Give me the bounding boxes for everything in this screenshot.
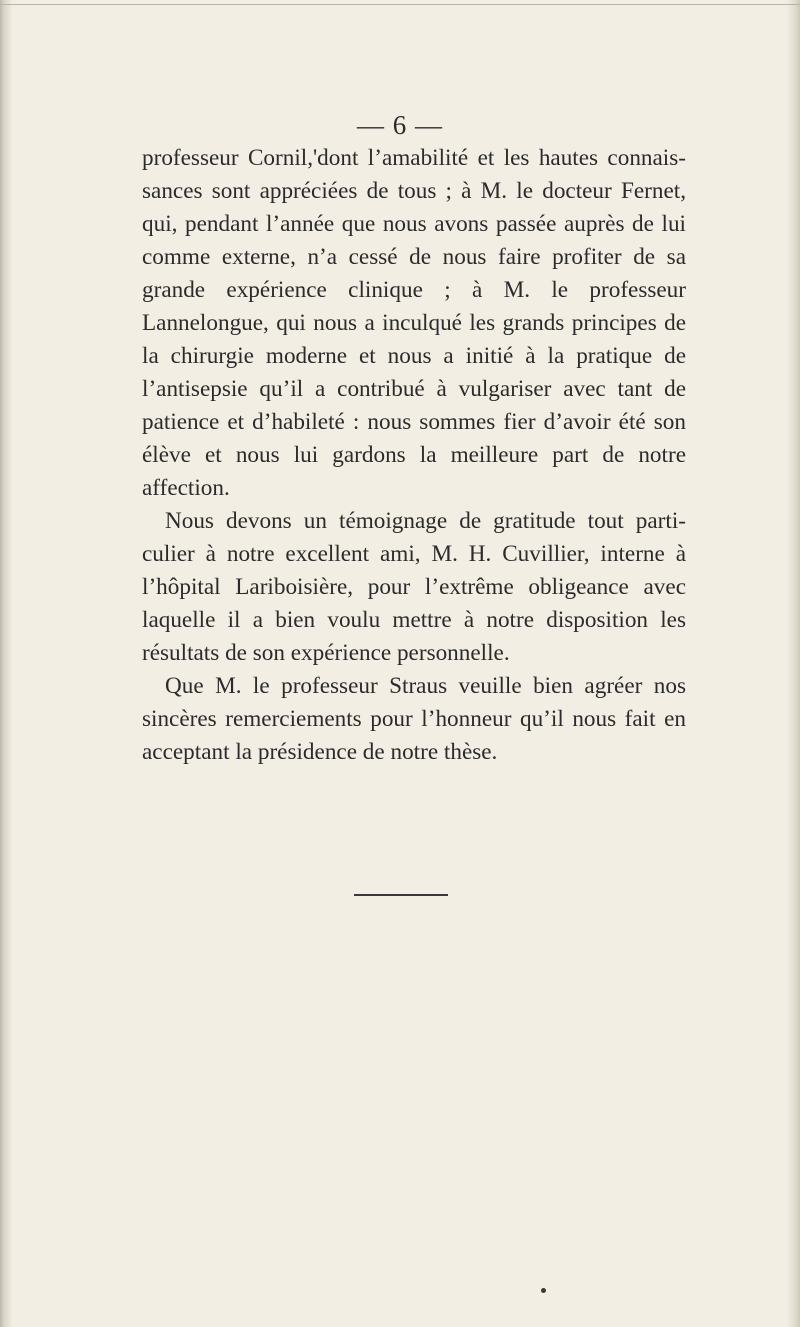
page-top-edge (0, 4, 800, 5)
body-text (142, 142, 686, 769)
page-number: — 6 — (357, 110, 443, 140)
ink-spot (541, 1288, 546, 1293)
page-right-edge (786, 0, 800, 1327)
paragraph-1: professeur Cornil,'dont l’amabilité et les hautes connaissances sont appréciées de tous ; à M. le docteur Fernet, qui, pendant l’année que nous avons passée auprès de lui comme externe, n’a cessé de nous faire profiter de sa grande expérience clinique ; à M. le professeur Lannelongue, qui nous a inculqué les grands principes de la chirurgie moderne et nous a initié à la pratique de l’antisepsie qu’il a contribué à vulgariser avec tant de patience et d’habileté : nous sommes fier d’avoir été son élève et nous lui gardons la meilleure part de notre affection. (142, 145, 686, 501)
paragraph-3: Que M. le professeur Straus veuille bien agréer nos sincères remerciements pour l’honneur qu’il nous fait en acceptant la présidence de notre thèse. (142, 673, 686, 765)
page-binding-edge (0, 0, 12, 1327)
paragraph-2: Nous devons un témoignage de gratitude tout particulier à notre excellent ami, M. H. Cuvillier, interne à l’hôpital Lariboisière, pour l’extrême obligeance avec laquelle il a bien voulu mettre à notre disposition les résultats de son expérience personnelle. (142, 508, 686, 666)
section-end-rule (354, 894, 448, 896)
